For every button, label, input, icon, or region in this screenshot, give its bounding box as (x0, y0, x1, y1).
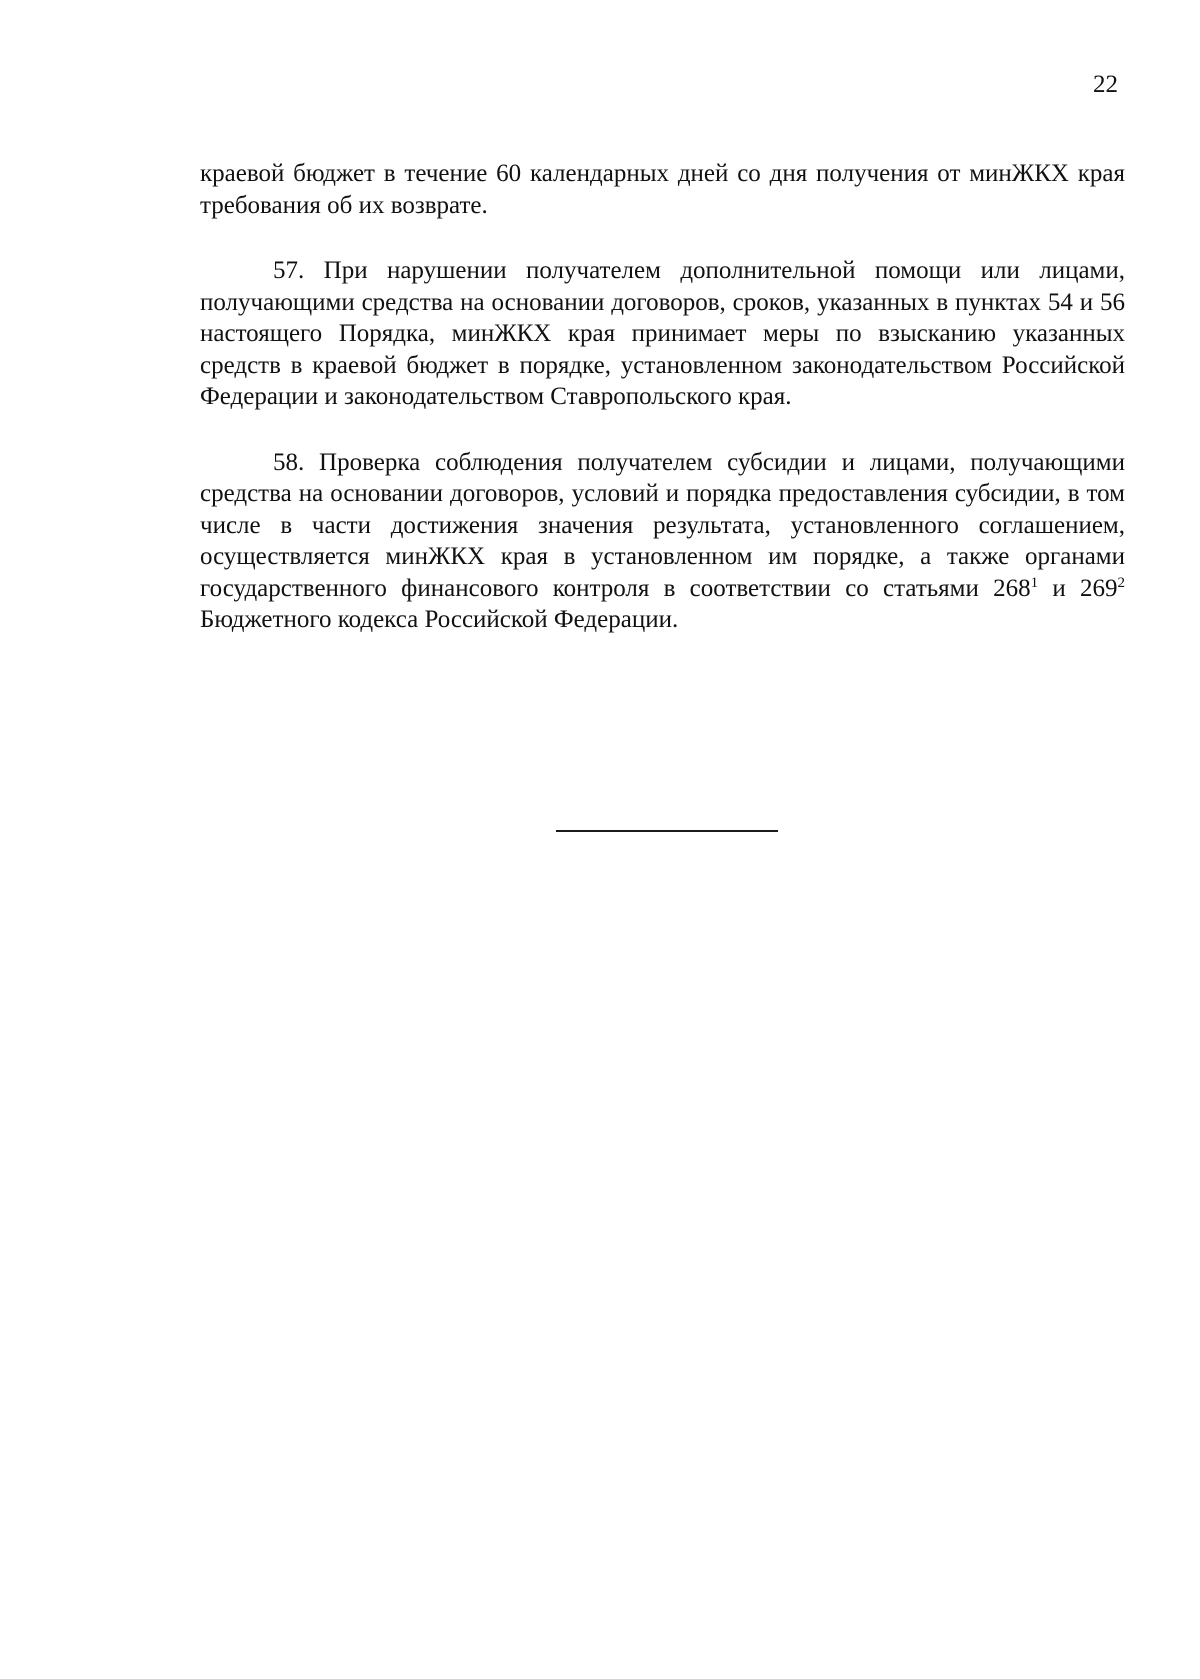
end-of-text-rule (556, 830, 778, 832)
paragraph-continuation: краевой бюджет в течение 60 календарных дней со дня получения от минЖКХ края требования об их возврате. (200, 160, 1125, 219)
paragraph-58-text-part3: Бюджетного кодекса Российской Федерации. (200, 606, 679, 633)
document-body (200, 158, 1125, 636)
paragraph-57: 57. При нарушении получателем дополнительной помощи или лицами, получающими средства на основании договоров, сроков, указанных в пунктах 54 и 56 настоящего Порядка, минЖКХ края принимает меры по взысканию указанных средств в краевой бюджет в порядке, установленном законодательством Российской Федерации и законодательством Ставропольского края. (200, 257, 1125, 410)
paragraph-58-text-part1: 58. Проверка соблюдения получателем субсидии и лицами, получающими средства на основании договоров, условий и порядка предоставления субсидии, в том числе в части достижения значения результата, установленного соглашением, осуществляется минЖКХ края в установленном им порядке, а также органами государственного финансового контроля в соответствии со статьями 268 (200, 448, 1125, 602)
page-number: 22 (1093, 71, 1118, 98)
paragraph-58-text-part2: и 269 (1038, 574, 1118, 602)
superscript-2: 2 (1117, 574, 1125, 591)
paragraph-58 (200, 447, 1125, 636)
superscript-1: 1 (1030, 574, 1039, 591)
